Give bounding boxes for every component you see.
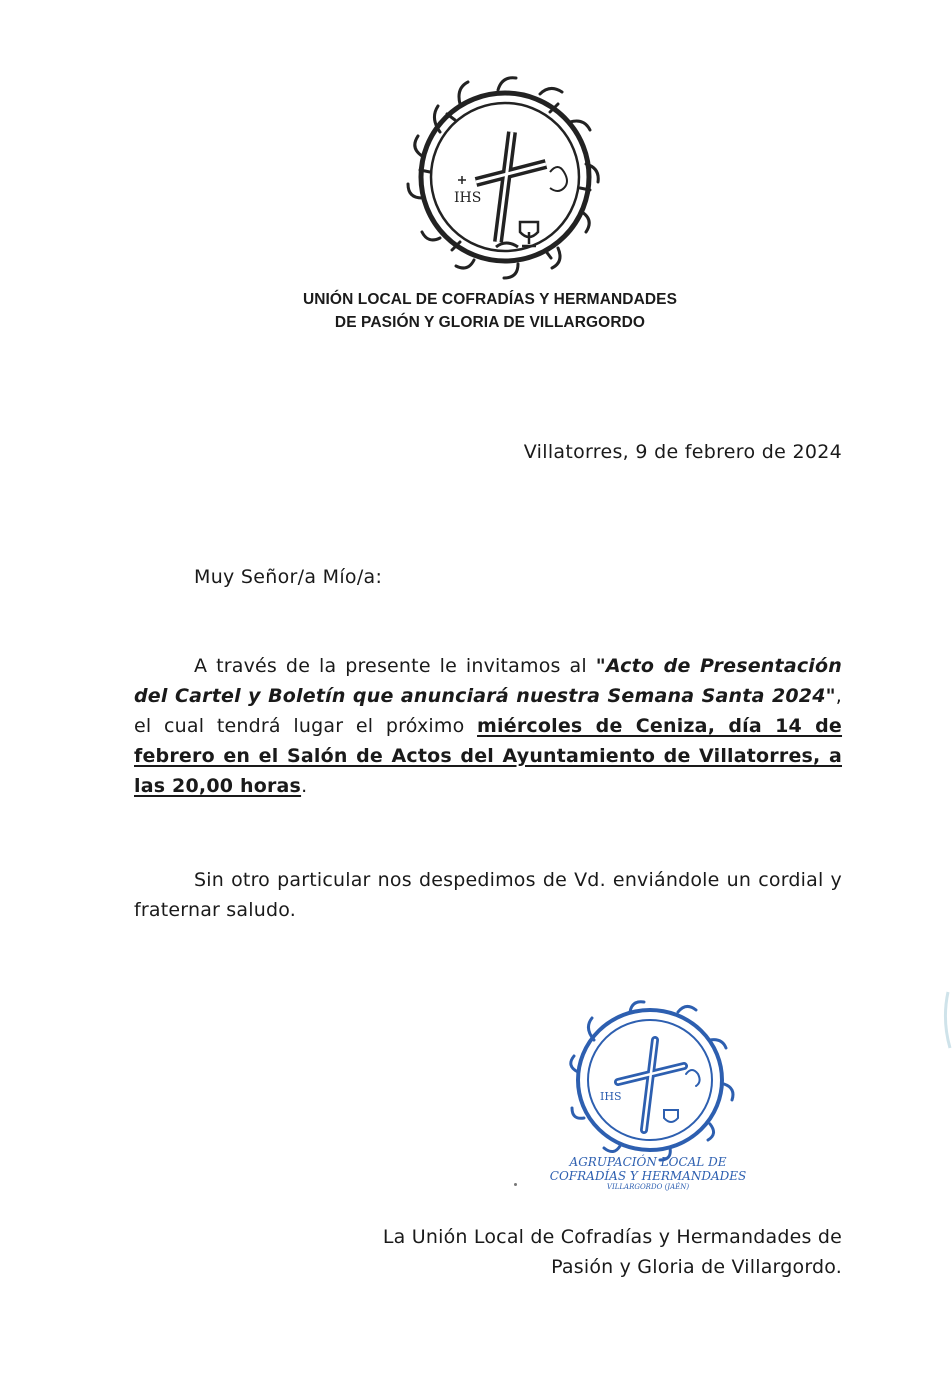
invitation-text-1: A través de la presente le invitamos al <box>194 655 596 677</box>
org-name-line-2: DE PASIÓN Y GLORIA DE VILLARGORDO <box>334 314 646 331</box>
page-edge-shadow <box>934 990 952 1050</box>
stamp-monogram: IHS <box>600 1090 622 1103</box>
closing-line-2: Pasión y Gloria de Villargordo. <box>551 1256 842 1278</box>
invitation-paragraph <box>134 651 842 801</box>
event-title: "Acto de Presentación del Cartel y Boletín que anunciará nuestra Semana Santa 2024" <box>134 655 842 707</box>
stamp-line-1: AGRUPACIÓN LOCAL DE <box>569 1155 727 1169</box>
farewell-paragraph <box>134 865 842 925</box>
closing-line-1: La Unión Local de Cofradías y Hermandades de <box>382 1226 842 1248</box>
salutation: Muy Señor/a Mío/a: <box>194 566 383 588</box>
stamp-caption <box>548 1155 748 1192</box>
stamp-line-3: VILLARGORDO (JAÉN) <box>606 1183 690 1191</box>
organization-header <box>200 288 780 334</box>
closing-signature <box>383 1222 842 1282</box>
brotherhood-emblem-icon <box>400 72 610 282</box>
invitation-text-2: , el cual tendrá lugar el próximo <box>134 685 842 737</box>
farewell-text: Sin otro particular nos despedimos de Vd. enviándole un cordial y fraternar saludo. <box>134 869 842 921</box>
org-name-line-1: UNIÓN LOCAL DE COFRADÍAS Y HERMANDADES <box>302 291 678 308</box>
stray-mark <box>514 1183 517 1186</box>
letter-date: Villatorres, 9 de febrero de 2024 <box>523 441 842 463</box>
stamp-line-2: COFRADÍAS Y HERMANDADES <box>549 1169 747 1183</box>
event-date-location: miércoles de Ceniza, día 14 de febrero en el Salón de Actos del Ayuntamiento de Villatorres, a las 20,00 horas <box>134 715 843 797</box>
invitation-text-3: . <box>301 775 308 797</box>
emblem-monogram: IHS <box>454 190 482 206</box>
